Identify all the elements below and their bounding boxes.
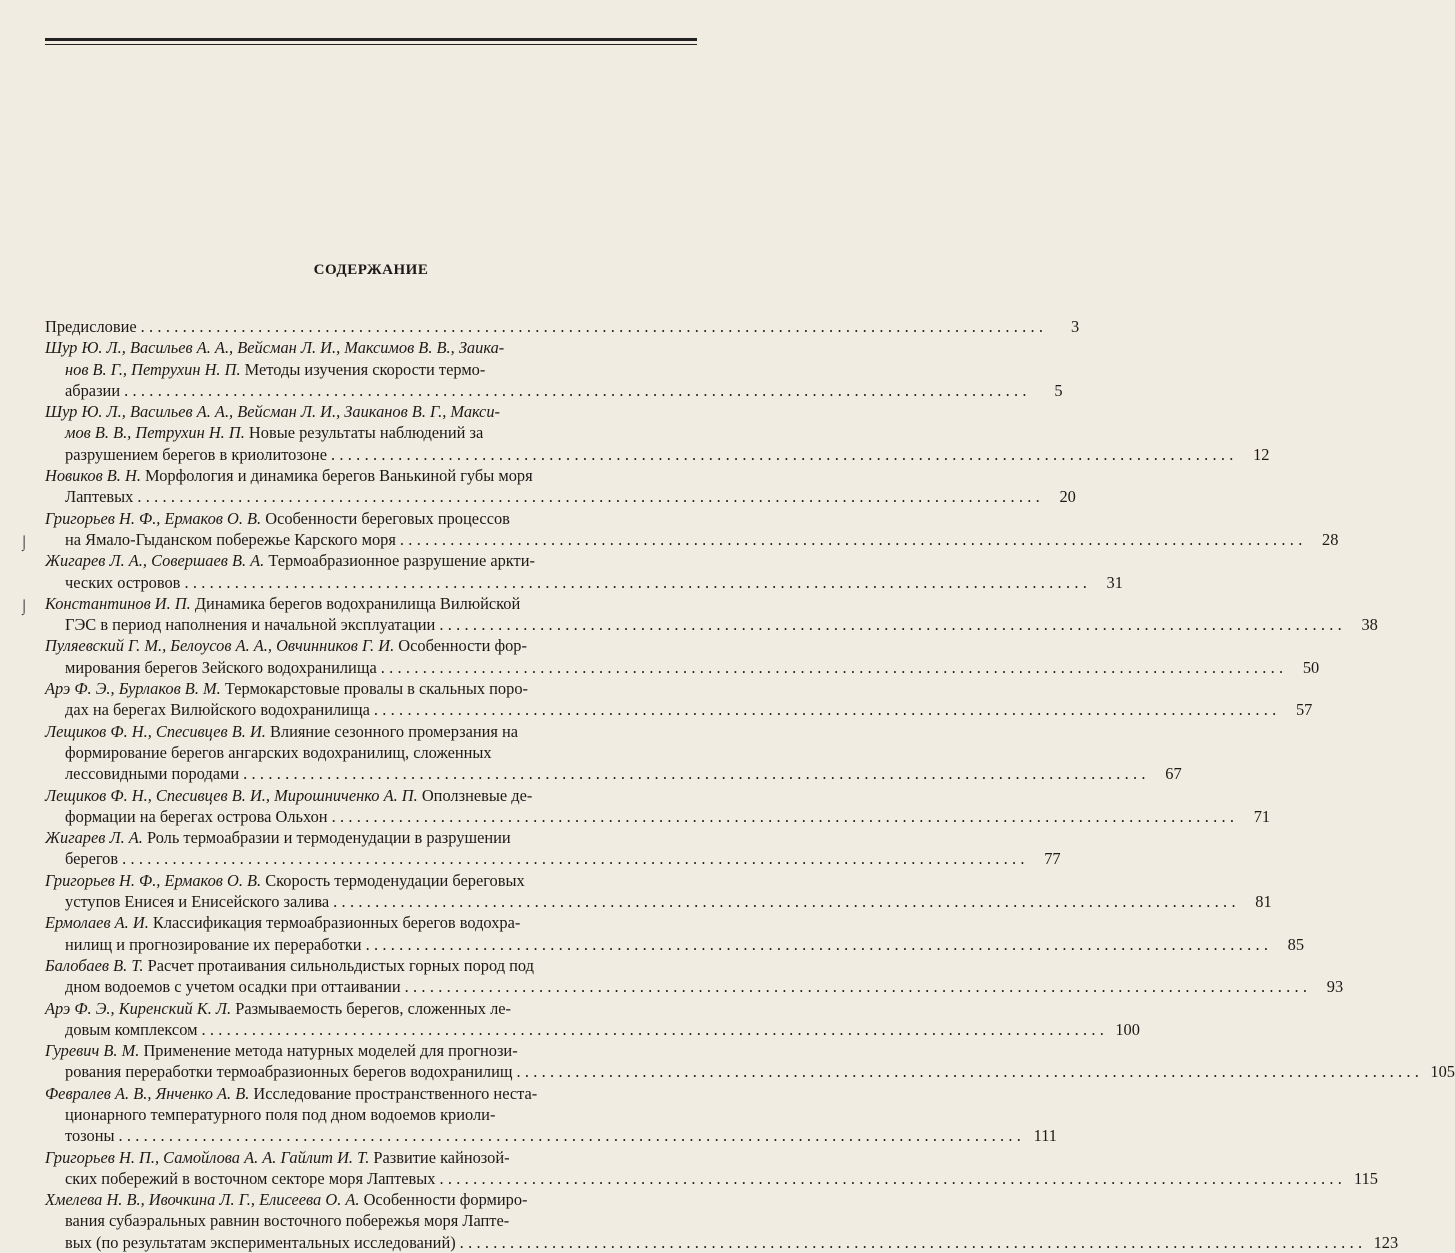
page-number: 115 — [1354, 1168, 1378, 1188]
toc-line-text: ческих островов — [65, 572, 181, 592]
dot-leader — [137, 486, 1040, 507]
toc-line-text: вых (по результатам экспериментальных исследований) — [65, 1232, 456, 1252]
toc-line-text: лессовидными породами — [65, 764, 240, 784]
page-number: 77 — [1044, 849, 1061, 869]
toc-line-text: Лаптевых — [65, 487, 134, 507]
toc-line-text: Григорьев Н. П., Самойлова А. А. Гайлит И. Т. Развитие кайнозой- — [45, 1147, 510, 1167]
toc-line — [45, 1061, 1455, 1082]
toc-line — [45, 848, 1061, 869]
toc-line — [45, 1019, 1140, 1040]
page-number: 3 — [1070, 317, 1080, 336]
toc-line-text: довым комплексом — [65, 1019, 198, 1039]
toc-line-text: Григорьев Н. Ф., Ермаков О. В. Особенности береговых процессов — [45, 508, 510, 528]
toc-line-text: абразии — [65, 380, 121, 400]
page-number: 38 — [1361, 615, 1378, 635]
toc-entry — [45, 401, 1270, 465]
toc-line — [45, 316, 1080, 337]
toc-entry — [45, 721, 1182, 785]
toc-line-text: Предисловие — [45, 317, 137, 336]
dot-leader — [184, 572, 1087, 593]
dot-leader — [119, 1125, 1022, 1146]
dot-leader — [405, 976, 1308, 997]
toc-line — [45, 1083, 695, 1104]
dot-leader — [333, 891, 1236, 912]
page-number: 5 — [1054, 380, 1063, 400]
toc-entry — [45, 316, 1080, 337]
toc-line-text: ГЭС в период наполнения и начальной эксплуатации — [65, 615, 436, 635]
table-of-contents — [45, 316, 1455, 1253]
toc-line-text: на Ямало-Гыданском побережье Карского моря — [65, 529, 396, 549]
dot-leader — [366, 934, 1269, 955]
toc-line-text: Арэ Ф. Э., Киренский К. Л. Размываемость берегов, сложенных ле- — [45, 998, 511, 1018]
page-number: 67 — [1165, 764, 1182, 784]
toc-line-text: Новиков В. Н. Морфология и динамика берегов Ванькиной губы моря — [45, 466, 533, 486]
toc-line-text: Жигарев Л. А. Роль термоабразии и термоденудации в разрушении — [45, 828, 511, 848]
toc-entry — [45, 635, 1320, 678]
page-number: 123 — [1373, 1232, 1399, 1252]
toc-line — [45, 401, 695, 422]
toc-entry — [45, 955, 1344, 998]
toc-line-text: дах на берегах Вилюйского водохранилища — [65, 700, 370, 720]
toc-line-text: Балобаев В. Т. Расчет протаивания сильнольдистых горных пород под — [45, 955, 534, 975]
toc-line-text: Пуляевский Г. М., Белоусов А. А., Овчинников Г. И. Особенности фор- — [45, 636, 527, 656]
page-number: 100 — [1115, 1019, 1140, 1039]
dot-leader — [400, 529, 1303, 550]
toc-line — [45, 1232, 1399, 1253]
toc-line — [45, 1125, 1057, 1146]
dot-leader — [243, 763, 1146, 784]
dot-leader — [331, 444, 1234, 465]
page-number: 85 — [1287, 934, 1305, 954]
toc-line — [45, 870, 695, 891]
page-title: СОДЕРЖАНИЕ — [313, 262, 429, 278]
toc-line — [45, 508, 695, 529]
toc-line-text: рования переработки термоабразионных берегов водохранилищ — [65, 1062, 513, 1082]
toc-line-text: Гуревич В. М. Применение метода натурных моделей для прогнози- — [45, 1041, 518, 1061]
toc-entry — [45, 827, 1061, 870]
toc-line-text: берегов — [65, 849, 119, 869]
toc-line — [45, 529, 1339, 550]
dot-leader — [516, 1061, 1419, 1082]
toc-line-text: разрушением берегов в криолитозоне — [65, 444, 327, 464]
toc-line-text: Константинов И. П. Динамика берегов водохранилища Вилюйской — [45, 593, 521, 613]
toc-entry — [45, 998, 1140, 1041]
toc-line-text: Лещиков Ф. Н., Спесивцев В. И., Мирошниченко А. П. Оползневые де- — [45, 785, 533, 805]
toc-entry — [45, 1189, 1399, 1253]
toc-line-text: Лещиков Ф. Н., Спесивцев В. И. Влияние сезонного промерзания на — [45, 721, 519, 741]
toc-line — [45, 998, 695, 1019]
toc-entry — [45, 465, 1076, 508]
dot-leader — [332, 806, 1235, 827]
toc-entry — [45, 1147, 1378, 1190]
toc-line — [45, 1168, 1378, 1189]
toc-line — [45, 614, 1378, 635]
dot-leader — [124, 380, 1027, 401]
toc-line — [45, 1040, 695, 1061]
toc-line — [45, 1210, 695, 1231]
toc-line-text: ционарного температурного поля под дном водоемов криоли- — [65, 1104, 496, 1124]
toc-line-text: Февралев А. В., Янченко А. В. Исследование пространственного неста- — [45, 1083, 538, 1103]
toc-line — [45, 359, 695, 380]
top-rule — [45, 38, 697, 45]
toc-line-text: мирования берегов Зейского водохранилища — [65, 657, 377, 677]
margin-mark-icon: ⌡ — [20, 536, 29, 551]
dot-leader — [122, 848, 1025, 869]
toc-line — [45, 912, 695, 933]
toc-entry — [45, 508, 1339, 551]
dot-leader — [439, 1168, 1342, 1189]
toc-line-text: Арэ Ф. Э., Бурлаков В. М. Термокарстовые провалы в скальных поро- — [45, 679, 528, 699]
toc-line — [45, 550, 695, 571]
toc-line — [45, 678, 695, 699]
page-number: 31 — [1106, 572, 1123, 592]
page-number: 20 — [1059, 487, 1076, 507]
dot-leader — [381, 657, 1284, 678]
toc-line-text: нилищ и прогнозирование их переработки — [65, 934, 362, 954]
toc-line — [45, 593, 695, 614]
page-number: 81 — [1255, 892, 1272, 912]
toc-entry — [45, 1083, 1057, 1147]
toc-line — [45, 486, 1076, 507]
toc-line — [45, 380, 1063, 401]
toc-line-text: Григорьев Н. Ф., Ермаков О. В. Скорость термоденудации береговых — [45, 870, 525, 890]
toc-line — [45, 1189, 695, 1210]
toc-line — [45, 785, 695, 806]
page-number: 50 — [1302, 657, 1320, 677]
toc-entry — [45, 912, 1305, 955]
toc-line — [45, 934, 1305, 955]
toc-entry — [45, 785, 1271, 828]
toc-line — [45, 976, 1344, 997]
toc-line — [45, 572, 1123, 593]
toc-line — [45, 465, 695, 486]
page-number: 57 — [1295, 700, 1313, 720]
dot-leader — [141, 316, 1044, 337]
toc-line-text: дном водоемов с учетом осадки при оттаивании — [65, 977, 401, 997]
toc-entry — [45, 337, 1063, 401]
toc-line — [45, 721, 695, 742]
dot-leader — [374, 699, 1277, 720]
toc-line — [45, 699, 1313, 720]
toc-line — [45, 1147, 695, 1168]
toc-line-text: уступов Енисея и Енисейского залива — [65, 892, 330, 912]
toc-line-text: Ермолаев А. И. Классификация термоабразионных берегов водохра- — [45, 913, 521, 933]
toc-line-text: Шур Ю. Л., Васильев А. А., Вейсман Л. И., Заиканов В. Г., Макси- — [45, 402, 500, 422]
toc-entry — [45, 678, 1313, 721]
page-number: 12 — [1253, 444, 1270, 464]
page-number: 71 — [1253, 806, 1271, 826]
toc-line-text: Шур Ю. Л., Васильев А. А., Вейсман Л. И., Максимов В. В., Заика- — [45, 338, 505, 358]
toc-line — [45, 422, 695, 443]
toc-line-text: нов В. Г., Петрухин Н. П. Методы изучения скорости термо- — [65, 359, 486, 379]
toc-line-text: тозоны — [65, 1126, 115, 1146]
margin-mark-icon: ⌡ — [20, 600, 29, 615]
toc-line — [45, 742, 695, 763]
page-number: 28 — [1322, 529, 1339, 549]
toc-line-text: формации на берегах острова Ольхон — [65, 806, 328, 826]
toc-entry — [45, 870, 1272, 913]
toc-line — [45, 1104, 695, 1125]
toc-line — [45, 827, 695, 848]
toc-line — [45, 955, 695, 976]
toc-line-text: ских побережий в восточном секторе моря Лаптевых — [65, 1168, 436, 1188]
toc-entry — [45, 593, 1378, 636]
toc-line — [45, 806, 1271, 827]
toc-line — [45, 337, 695, 358]
toc-line-text: вания субаэральных равнин восточного побережья моря Лапте- — [65, 1211, 510, 1231]
dot-leader — [439, 614, 1342, 635]
toc-line-text: мов В. В., Петрухин Н. П. Новые результаты наблюдений за — [65, 423, 484, 443]
toc-entry — [45, 1040, 1455, 1083]
toc-line — [45, 891, 1272, 912]
toc-line-text: Жигарев Л. А., Совершаев В. А. Термоабразионное разрушение аркти- — [45, 551, 535, 571]
toc-line — [45, 763, 1182, 784]
toc-line — [45, 657, 1320, 678]
page-number: 111 — [1033, 1126, 1057, 1146]
toc-line-text: формирование берегов ангарских водохранилищ, сложенных — [65, 742, 492, 762]
toc-line-text: Хмелева Н. В., Ивочкина Л. Г., Елисеева О. А. Особенности формиро- — [45, 1190, 528, 1210]
dot-leader — [460, 1232, 1363, 1253]
page-number: 93 — [1326, 977, 1344, 997]
toc-line — [45, 444, 1270, 465]
dot-leader — [201, 1019, 1104, 1040]
toc-entry — [45, 550, 1123, 593]
toc-line — [45, 635, 695, 656]
page-number: 105 — [1430, 1062, 1455, 1082]
